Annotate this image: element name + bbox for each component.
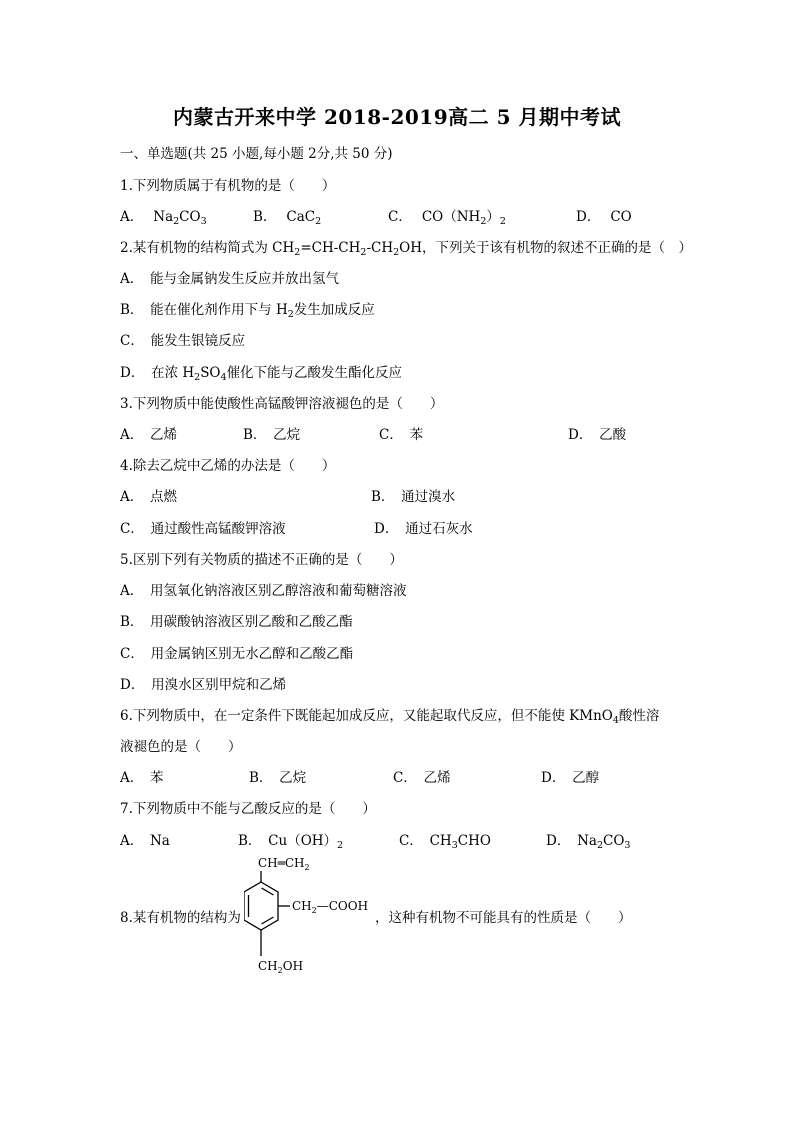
q5-option-b: B． 用碳酸钠溶液区别乙酸和乙酸乙酯 xyxy=(120,614,353,630)
q1-option-d: D． CO xyxy=(576,209,632,225)
q2-stem: 2.某有机物的结构简式为 $CH_2=CH-CH_2-CH_2OH$，下列关于该有机物的叙述不正确的是（ ） xyxy=(120,240,693,258)
q6-option-a: A． 苯 xyxy=(120,770,164,786)
q6-option-d: D． 乙醇 xyxy=(541,770,600,786)
benzene-ring xyxy=(244,871,290,956)
q2-option-a: A． 能与金属钠发生反应并放出氢气 xyxy=(120,271,339,287)
q1-option-c: C． $CO(NH_2)_2$ xyxy=(388,209,506,227)
q5-option-a: A． 用氢氧化钠溶液区别乙醇溶液和葡萄糖溶液 xyxy=(120,583,407,599)
q1-option-a: A． $Na_2CO_3$ xyxy=(120,209,207,227)
q3-option-b: B． 乙烷 xyxy=(243,427,301,443)
exam-title: 内蒙古开来中学 2018-2019高二 5 月期中考试 xyxy=(173,105,621,129)
section-heading: 一、单选题(共 25 小题,每小题 2分,共 50 分) xyxy=(120,146,393,162)
q8-stem-pre: 8.某有机物的结构为 xyxy=(120,910,241,926)
ch2cooh-group-label: $CH_2—COOH$ xyxy=(292,899,369,915)
q6-option-b: B． 乙烷 xyxy=(249,770,307,786)
q3-option-c: C． 苯 xyxy=(379,427,424,443)
q7-option-d: D． $Na_2CO_3$ xyxy=(546,833,631,851)
q5-option-c: C． 用金属钠区别无水乙醇和乙酸乙酯 xyxy=(120,646,354,662)
q2-option-c: C． 能发生银镜反应 xyxy=(120,333,246,349)
q6-stem-continued: 液褪色的是（ ） xyxy=(120,739,242,755)
q1-option-b: B． CaC$_2$ xyxy=(253,209,322,227)
q2-option-d: D． 在浓 $H_2SO_4$催化下能与乙酸发生酯化反应 xyxy=(120,365,403,383)
q8-stem-post: ，这种有机物不可能具有的性质是（ ） xyxy=(375,910,632,926)
q4-option-b: B． 通过溴水 xyxy=(371,489,456,505)
q7-option-c: C． $CH_3CHO$ xyxy=(399,833,491,851)
q6-stem: 6.下列物质中，在一定条件下既能起加成反应，又能起取代反应，但不能使 KMnO$_4$酸性溶 xyxy=(120,708,660,726)
q4-option-d: D． 通过石灰水 xyxy=(374,521,473,537)
vinyl-group-label: $CH═CH_2$ xyxy=(258,856,310,872)
q7-stem: 7.下列物质中不能与乙酸反应的是（ ） xyxy=(120,801,376,817)
q5-option-d: D． 用溴水区别甲烷和乙烯 xyxy=(120,677,287,693)
q6-option-c: C． 乙烯 xyxy=(393,770,451,786)
q7-option-b: B． $Cu(OH)_2$ xyxy=(238,833,344,851)
q4-option-a: A． 点燃 xyxy=(120,489,177,505)
q5-stem: 5.区别下列有关物质的描述不正确的是（ ） xyxy=(120,552,403,568)
ring-double-bond-1 xyxy=(262,888,274,895)
q2-option-b: B． 能在催化剂作用下与 $H_2$发生加成反应 xyxy=(120,302,375,320)
q4-option-c: C． 通过酸性高锰酸钾溶液 xyxy=(120,521,286,537)
q8-structure-diagram xyxy=(244,852,386,978)
ch2oh-group-label: $CH_2OH$ xyxy=(258,959,304,975)
ring-double-bond-2 xyxy=(262,917,274,924)
q7-option-a: A． Na xyxy=(120,833,170,849)
q3-option-d: D． 乙酸 xyxy=(568,427,627,443)
q3-option-a: A． 乙烯 xyxy=(120,427,177,443)
q1-stem: 1.下列物质属于有机物的是（ ） xyxy=(120,178,336,194)
q4-stem: 4.除去乙烷中乙烯的办法是（ ） xyxy=(120,458,336,474)
q3-stem: 3.下列物质中能使酸性高锰酸钾溶液褪色的是（ ） xyxy=(120,396,444,412)
